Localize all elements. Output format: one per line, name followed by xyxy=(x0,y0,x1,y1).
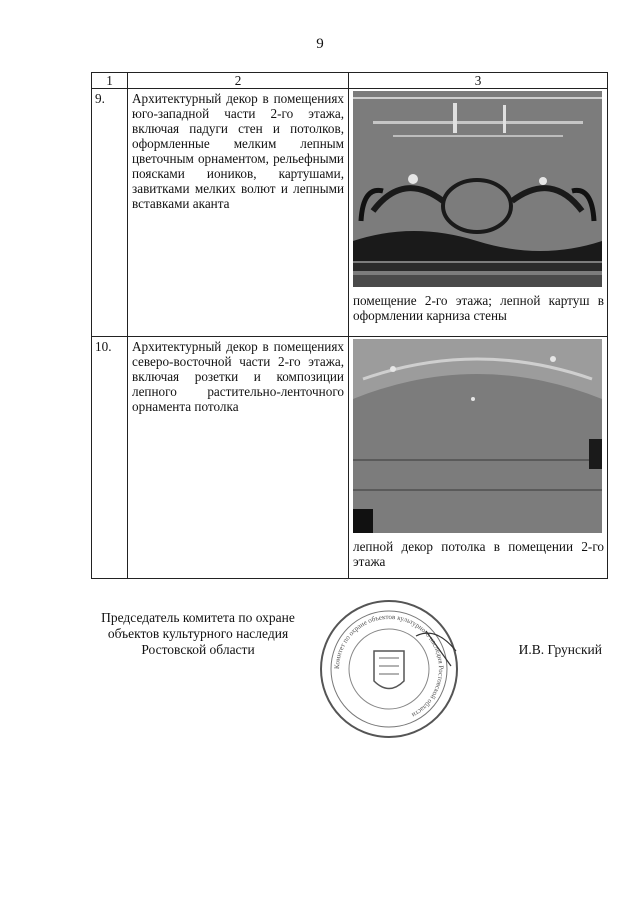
photo-cell xyxy=(349,89,608,337)
row-description: Архитектурный декор в помещениях юго-западной части 2-го этажа, включая падуги стен и потолков, оформленные мелким лепным цветочным орнаментом, рельефными поясками иоников, картушами, завитками мелких волют и лепными вставками аканта xyxy=(128,89,349,337)
heritage-table xyxy=(91,72,608,579)
column-header: 1 xyxy=(92,73,128,89)
table-row xyxy=(92,337,608,579)
seal-text: Комитет по охране объектов культурного наследия Ростовской области xyxy=(332,612,446,720)
row-number: 9. xyxy=(92,89,128,337)
official-seal xyxy=(316,596,462,747)
row-number: 10. xyxy=(92,337,128,579)
row-description: Архитектурный декор в помещениях северо-восточной части 2-го этажа, включая розетки и композиции лепного растительно-ленточного орнамента потолка xyxy=(128,337,349,579)
photo-caption: помещение 2-го этажа; лепной картуш в оформлении карниза стены xyxy=(353,293,604,323)
signatory-name: И.В. Грунский xyxy=(518,642,602,657)
photo-caption: лепной декор потолка в помещении 2-го этажа xyxy=(353,539,604,569)
cartouche-photo xyxy=(353,91,602,287)
ceiling-photo xyxy=(353,339,602,533)
page-number: 9 xyxy=(316,36,324,52)
column-header: 3 xyxy=(349,73,608,89)
table-row xyxy=(92,89,608,337)
table-header-row xyxy=(92,73,608,89)
photo-cell xyxy=(349,337,608,579)
column-header: 2 xyxy=(128,73,349,89)
signatory-title: Председатель комитета по охране объектов культурного наследия Ростовской области xyxy=(101,610,295,657)
